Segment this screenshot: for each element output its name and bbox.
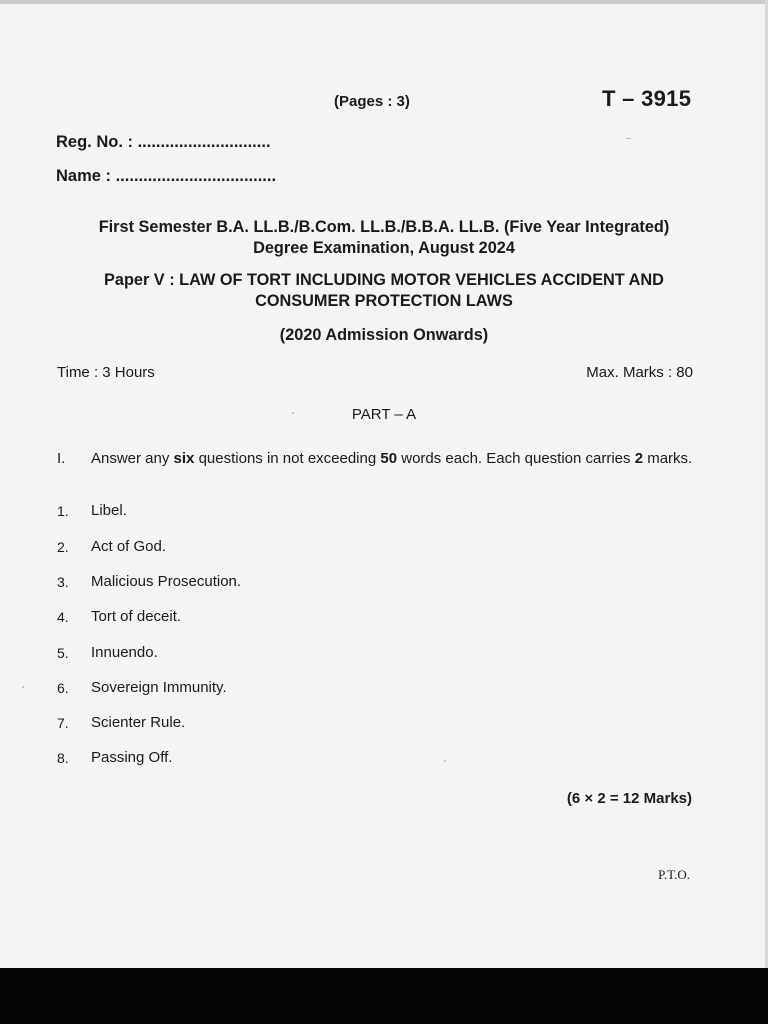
scan-speck (626, 138, 631, 139)
scan-speck (292, 412, 294, 414)
pto-note: P.T.O. (658, 867, 690, 882)
question-text: Malicious Prosecution. (91, 573, 242, 590)
marks-summary: (6 × 2 = 12 Marks) (566, 790, 692, 807)
question-text: Tort of deceit. (91, 608, 182, 625)
exam-title (40, 217, 728, 259)
question-number: 3. (57, 574, 69, 590)
page-count: (Pages : 3) (334, 93, 410, 110)
exam-title-line2: Degree Examination, August 2024 (253, 239, 515, 257)
question-text: Scienter Rule. (91, 714, 186, 731)
question-text: Libel. (91, 502, 127, 519)
reg-no-field: Reg. No. : ............................. (56, 133, 271, 151)
scan-bottom-edge (0, 968, 768, 1024)
paper-title (40, 270, 728, 312)
section-number: I. (57, 450, 66, 467)
section-instruction: Answer any six questions in not exceeding 50 words each. Each question carries 2 marks. (91, 450, 693, 467)
time-allowed: Time : 3 Hours (57, 364, 155, 381)
question-text: Passing Off. (91, 749, 173, 766)
scan-speck (22, 686, 24, 688)
name-field: Name : ................................... (56, 167, 277, 185)
paper-title-line1: Paper V : LAW OF TORT INCLUDING MOTOR VEHICLES ACCIDENT AND (104, 271, 664, 289)
scan-top-line (0, 0, 768, 4)
paper-code: T – 3915 (602, 86, 692, 111)
question-number: 8. (57, 750, 69, 766)
paper-title-line2: CONSUMER PROTECTION LAWS (255, 292, 513, 310)
max-marks: Max. Marks : 80 (586, 364, 693, 381)
question-number: 2. (57, 539, 69, 555)
question-number: 7. (57, 715, 69, 731)
question-number: 1. (57, 503, 69, 519)
question-number: 4. (57, 609, 69, 625)
admission-note: (2020 Admission Onwards) (279, 326, 489, 344)
question-text: Sovereign Immunity. (91, 679, 227, 696)
question-number: 5. (57, 645, 69, 661)
part-heading: PART – A (351, 406, 417, 423)
question-text: Innuendo. (91, 644, 158, 661)
question-text: Act of God. (91, 538, 167, 555)
scan-speck (444, 760, 446, 762)
question-number: 6. (57, 680, 69, 696)
exam-title-line1: First Semester B.A. LL.B./B.Com. LL.B./B.B.A. LL.B. (Five Year Integrated) (98, 218, 670, 236)
